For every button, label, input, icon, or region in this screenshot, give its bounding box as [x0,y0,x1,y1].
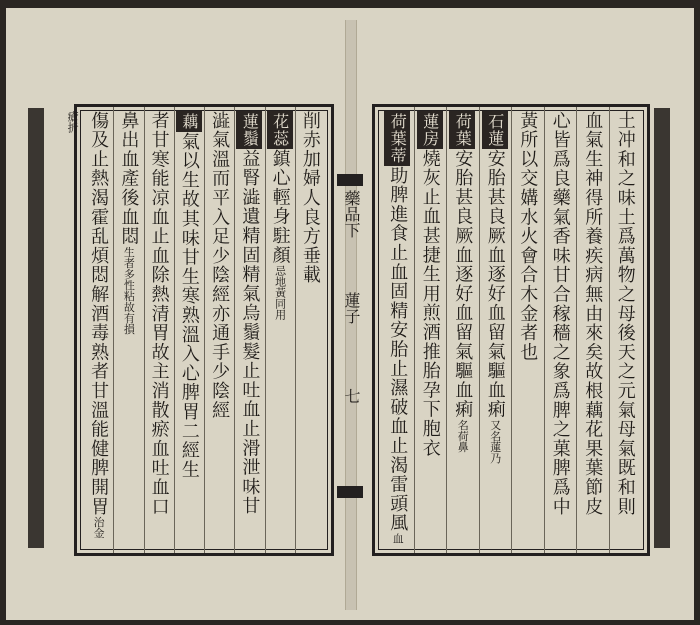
fish-tail-mark-bottom [337,486,363,498]
right-heading-6: 荷葉 [449,111,475,149]
right-column-4 [514,111,540,547]
left-column-rule [234,107,235,553]
left-column-2 [267,111,293,547]
left-column-7 [115,111,141,547]
right-column-3 [547,111,573,547]
right-column-rule [414,107,415,553]
right-column-rule [511,107,512,553]
right-text-8: 助脾進食止血固精安胎止濕破血止渴雷頭風 [387,166,409,533]
right-annotation-6: 名荷鼻 [456,419,470,453]
left-column-rule [174,107,175,553]
left-page-edge [28,108,44,548]
left-column-rule [204,107,205,553]
right-text-1: 土冲和之味土爲萬物之母後天之元氣母氣既和則 [614,111,636,517]
right-text-2: 血氣生神得所養疾病無由來矣故根藕花果葉節皮 [582,111,604,517]
right-text-3: 心皆爲良藥氣香味甘合稼穡之象爲脾之菓脾爲中 [549,111,571,517]
left-column-5 [176,111,202,547]
right-column-6 [449,111,475,547]
right-column-5 [482,111,508,547]
left-column-rule [265,107,266,553]
right-column-rule [609,107,610,553]
right-text-6: 安胎甚良厥血逐好血留氣驅血痢 [452,149,474,420]
page-number: 七 [342,388,361,404]
center-margin [333,104,367,550]
right-column-1 [612,111,638,547]
right-text-frame [372,104,650,556]
left-heading-2: 花蕊 [267,111,293,149]
center-title: 藥品下 [342,190,361,238]
left-heading-5: 藕 [176,111,202,132]
left-annotation-8: 治金瘡折 [66,111,106,539]
left-text-7: 鼻出血產後血悶 [118,111,140,247]
left-text-4: 澁氣溫而平入足少陰經亦通手少陰經 [209,111,231,420]
left-text-1: 削赤加婦人良方垂載 [299,111,321,285]
right-column-2 [579,111,605,547]
left-annotation-2: 忌地黃同用 [273,264,287,320]
left-text-frame [66,104,334,556]
center-subtitle: 蓮子 [342,292,361,324]
right-heading-5: 石蓮 [482,111,508,149]
right-heading-7: 蓮房 [417,111,443,149]
right-page-edge [654,108,670,548]
right-column-7 [417,111,443,547]
left-text-8: 傷及止熱渴霍乱煩悶解酒毒熟者甘溫能健脾開胃 [88,111,110,517]
left-column-8 [66,111,111,547]
left-text-3: 益腎澁遺精固精氣烏鬚髮止吐血止滑泄味甘 [239,149,261,516]
left-column-rule [144,107,145,553]
right-column-rule [479,107,480,553]
right-heading-8: 荷葉蒂 [384,111,410,166]
left-text-2: 鎮心輕身駐顏 [269,149,291,265]
left-column-rule [295,107,296,553]
left-text-5: 氣以生故其味甘生寒熟溫入心脾胃二經生 [178,132,200,480]
right-annotation-5: 又名蓮乃 [488,419,502,464]
right-column-rule [576,107,577,553]
right-column-8 [384,111,410,547]
left-column-rule [113,107,114,553]
left-annotation-7: 生者多性粘故有損 [122,246,136,335]
fish-tail-mark-top [337,174,363,186]
left-text-6: 者甘寒能凉血止血除熱清胃故主消散瘀血吐血口 [148,111,170,517]
left-column-6 [146,111,172,547]
left-column-4 [206,111,232,547]
right-column-rule [446,107,447,553]
left-column-1 [297,111,323,547]
right-column-rule [544,107,545,553]
left-column-3 [236,111,262,547]
right-annotation-8: 血 [391,532,405,544]
right-text-7: 燒灰止血甚捷生用煎酒推胎孕下胞衣 [419,149,441,458]
right-text-4: 黃所以交媾水火會合木金者也 [517,111,539,362]
left-heading-3: 蓮鬚 [236,111,262,149]
right-text-5: 安胎甚良厥血逐好血留氣驅血痢 [484,149,506,420]
